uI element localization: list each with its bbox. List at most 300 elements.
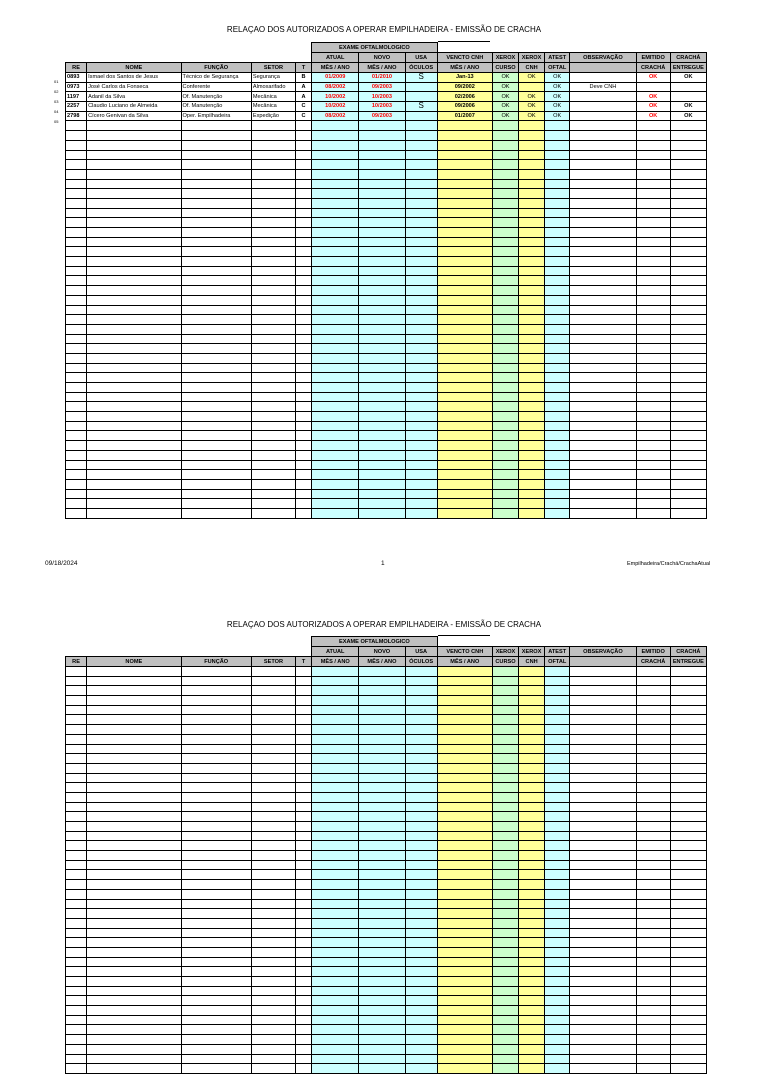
header-emitido: EMITIDO: [636, 647, 670, 657]
cell-cracha-entregue: [670, 237, 706, 247]
cell-exame-atual: [312, 286, 359, 296]
cell-emitido-cracha: [636, 228, 670, 238]
cell-observacao: [570, 880, 636, 890]
header-setor: SETOR: [251, 63, 295, 73]
cell-xerox-cnh: [519, 121, 545, 131]
cell-setor: [251, 508, 295, 518]
cell-nome: [87, 734, 181, 744]
cell-nome: [87, 508, 181, 518]
cell-exame-novo: [359, 792, 405, 802]
cell-funcao: [181, 715, 251, 725]
cell-xerox-curso: [492, 676, 518, 686]
cell-tipo: [296, 373, 312, 383]
cell-exame-novo: [359, 402, 405, 412]
cell-xerox-cnh: [519, 686, 545, 696]
cell-xerox-curso: [492, 247, 518, 257]
header-spacer: [437, 637, 492, 647]
table-row: [66, 812, 707, 822]
cell-nome: [87, 1015, 181, 1025]
cell-funcao: [181, 363, 251, 373]
cell-atest-oftal: [545, 286, 570, 296]
cell-atest-oftal: [545, 247, 570, 257]
cell-nome: [87, 831, 181, 841]
cell-exame-novo: [359, 1006, 405, 1016]
cell-emitido-cracha: [636, 198, 670, 208]
cell-setor: [251, 860, 295, 870]
table-row: [66, 208, 707, 218]
cell-usa-oculos: [405, 111, 437, 121]
cell-re: [66, 957, 87, 967]
cell-xerox-cnh: [519, 228, 545, 238]
cell-re: [66, 851, 87, 861]
cell-exame-novo: [359, 957, 405, 967]
cell-observacao: [570, 773, 636, 783]
cell-tipo: [296, 383, 312, 393]
cell-xerox-cnh: [519, 508, 545, 518]
cell-tipo: [296, 715, 312, 725]
cell-exame-novo: [359, 802, 405, 812]
cell-vencto-cnh: [437, 421, 492, 431]
cell-setor: [251, 412, 295, 422]
table-row: [66, 792, 707, 802]
cell-xerox-cnh: OK: [519, 111, 545, 121]
cell-xerox-curso: [492, 160, 518, 170]
cell-nome: [87, 667, 181, 677]
cell-nome: [87, 909, 181, 919]
cell-emitido-cracha: [636, 392, 670, 402]
cell-observacao: [570, 938, 636, 948]
cell-observacao: [570, 957, 636, 967]
cell-setor: [251, 402, 295, 412]
cell-cracha-entregue: [670, 257, 706, 267]
cell-nome: [87, 344, 181, 354]
cell-exame-atual: [312, 822, 359, 832]
cell-observacao: [570, 831, 636, 841]
cell-funcao: [181, 841, 251, 851]
cell-setor: [251, 334, 295, 344]
cell-xerox-cnh: [519, 131, 545, 141]
cell-xerox-curso: [492, 276, 518, 286]
cell-exame-atual: [312, 909, 359, 919]
cell-tipo: [296, 686, 312, 696]
cell-emitido-cracha: [636, 402, 670, 412]
cell-funcao: [181, 909, 251, 919]
cell-funcao: [181, 792, 251, 802]
cell-emitido-cracha: [636, 841, 670, 851]
cell-funcao: [181, 431, 251, 441]
cell-usa-oculos: [405, 1054, 437, 1064]
cell-observacao: [570, 967, 636, 977]
cell-setor: [251, 315, 295, 325]
cell-cracha-entregue: [670, 812, 706, 822]
cell-setor: [251, 822, 295, 832]
cell-funcao: [181, 470, 251, 480]
cell-exame-novo: [359, 237, 405, 247]
cell-setor: [251, 967, 295, 977]
cell-tipo: [296, 1064, 312, 1074]
cell-xerox-curso: [492, 392, 518, 402]
cell-atest-oftal: [545, 228, 570, 238]
table-row: [66, 822, 707, 832]
cell-xerox-curso: [492, 667, 518, 677]
cell-nome: [87, 373, 181, 383]
cell-exame-novo: [359, 1035, 405, 1045]
cell-tipo: [296, 889, 312, 899]
cell-setor: [251, 851, 295, 861]
cell-funcao: [181, 918, 251, 928]
cell-vencto-cnh: [437, 392, 492, 402]
table-row: [66, 266, 707, 276]
cell-exame-novo: 09/2003: [359, 111, 405, 121]
cell-xerox-cnh: [519, 441, 545, 451]
cell-emitido-cracha: [636, 889, 670, 899]
cell-xerox-cnh: [519, 918, 545, 928]
cell-exame-novo: [359, 383, 405, 393]
cell-usa-oculos: S: [405, 73, 437, 83]
cell-observacao: [570, 237, 636, 247]
cell-xerox-curso: [492, 734, 518, 744]
cell-setor: [251, 918, 295, 928]
cell-atest-oftal: [545, 363, 570, 373]
cell-xerox-curso: [492, 792, 518, 802]
cell-exame-novo: [359, 286, 405, 296]
cell-vencto-cnh: [437, 715, 492, 725]
header-novo: NOVO: [359, 53, 405, 63]
cell-cracha-entregue: [670, 286, 706, 296]
cell-xerox-curso: [492, 686, 518, 696]
cell-vencto-cnh: [437, 831, 492, 841]
cell-nome: [87, 218, 181, 228]
cell-atest-oftal: [545, 715, 570, 725]
cell-observacao: [570, 218, 636, 228]
cell-observacao: [570, 1054, 636, 1064]
cell-xerox-cnh: [519, 938, 545, 948]
cell-xerox-cnh: [519, 218, 545, 228]
cell-nome: Ismael dos Santos de Jesus: [87, 73, 181, 83]
cell-re: [66, 792, 87, 802]
cell-funcao: [181, 996, 251, 1006]
cell-setor: [251, 909, 295, 919]
cell-observacao: [570, 412, 636, 422]
cell-cracha-entregue: [670, 160, 706, 170]
cell-setor: Almoxarifado: [251, 82, 295, 92]
cell-re: [66, 676, 87, 686]
cell-funcao: [181, 986, 251, 996]
cell-vencto-cnh: [437, 851, 492, 861]
cell-emitido-cracha: [636, 82, 670, 92]
cell-nome: [87, 363, 181, 373]
cell-nome: [87, 489, 181, 499]
cell-xerox-cnh: [519, 880, 545, 890]
cell-cracha-entregue: [670, 131, 706, 141]
cell-xerox-cnh: [519, 169, 545, 179]
cell-usa-oculos: [405, 977, 437, 987]
cell-nome: [87, 198, 181, 208]
cell-usa-oculos: [405, 286, 437, 296]
cell-atest-oftal: [545, 450, 570, 460]
cell-emitido-cracha: [636, 412, 670, 422]
cell-nome: [87, 1064, 181, 1074]
cell-vencto-cnh: [437, 121, 492, 131]
cell-nome: [87, 179, 181, 189]
cell-nome: [87, 773, 181, 783]
cell-exame-novo: [359, 392, 405, 402]
cell-funcao: [181, 499, 251, 509]
header-spacer: [492, 637, 518, 647]
cell-atest-oftal: [545, 996, 570, 1006]
cell-emitido-cracha: [636, 257, 670, 267]
header-obs-blank: [570, 657, 636, 667]
cell-observacao: [570, 334, 636, 344]
table-row: [66, 363, 707, 373]
cell-tipo: [296, 460, 312, 470]
cell-re: [66, 763, 87, 773]
cell-tipo: [296, 169, 312, 179]
table-row: [66, 470, 707, 480]
cell-exame-atual: [312, 986, 359, 996]
cell-setor: [251, 383, 295, 393]
cell-exame-atual: [312, 676, 359, 686]
table-row: [66, 870, 707, 880]
cell-tipo: B: [296, 73, 312, 83]
cell-xerox-curso: [492, 489, 518, 499]
cell-vencto-cnh: [437, 1064, 492, 1074]
cell-nome: [87, 918, 181, 928]
cell-re: [66, 909, 87, 919]
cell-exame-novo: [359, 499, 405, 509]
cell-funcao: [181, 1015, 251, 1025]
cell-xerox-cnh: [519, 947, 545, 957]
cell-vencto-cnh: [437, 150, 492, 160]
cell-setor: [251, 870, 295, 880]
cell-exame-atual: [312, 705, 359, 715]
cell-re: [66, 870, 87, 880]
cell-exame-novo: [359, 870, 405, 880]
cell-emitido-cracha: [636, 169, 670, 179]
cell-cracha-entregue: [670, 783, 706, 793]
table-row: [66, 383, 707, 393]
cell-atest-oftal: [545, 802, 570, 812]
cell-xerox-curso: [492, 831, 518, 841]
cell-exame-atual: [312, 1006, 359, 1016]
cell-observacao: [570, 841, 636, 851]
cell-funcao: [181, 734, 251, 744]
cell-xerox-cnh: [519, 257, 545, 267]
cell-cracha-entregue: [670, 860, 706, 870]
cell-tipo: [296, 744, 312, 754]
cell-nome: [87, 499, 181, 509]
cell-observacao: [570, 899, 636, 909]
table-row: [66, 257, 707, 267]
cell-funcao: [181, 928, 251, 938]
cell-cracha-entregue: [670, 363, 706, 373]
cell-funcao: [181, 802, 251, 812]
cell-re: [66, 315, 87, 325]
cell-cracha-entregue: [670, 169, 706, 179]
cell-emitido-cracha: [636, 286, 670, 296]
cell-funcao: Técnico de Segurança: [181, 73, 251, 83]
cell-vencto-cnh: [437, 822, 492, 832]
cell-exame-atual: [312, 383, 359, 393]
cell-exame-atual: [312, 686, 359, 696]
cell-exame-novo: [359, 363, 405, 373]
cell-cracha-entregue: [670, 909, 706, 919]
cell-funcao: [181, 860, 251, 870]
cell-cracha-entregue: [670, 754, 706, 764]
cell-tipo: C: [296, 111, 312, 121]
cell-exame-novo: [359, 266, 405, 276]
cell-observacao: [570, 169, 636, 179]
cell-usa-oculos: [405, 363, 437, 373]
cell-tipo: [296, 247, 312, 257]
cell-funcao: Oper. Empilhadeira: [181, 111, 251, 121]
cell-emitido-cracha: [636, 373, 670, 383]
cell-setor: [251, 295, 295, 305]
cell-xerox-curso: [492, 218, 518, 228]
cell-tipo: [296, 470, 312, 480]
cell-xerox-cnh: [519, 763, 545, 773]
cell-setor: [251, 773, 295, 783]
cell-exame-novo: [359, 734, 405, 744]
cell-exame-atual: [312, 198, 359, 208]
cell-cracha-entregue: [670, 228, 706, 238]
cell-nome: [87, 783, 181, 793]
cell-setor: Segurança: [251, 73, 295, 83]
cell-tipo: [296, 986, 312, 996]
cell-observacao: [570, 160, 636, 170]
cell-xerox-cnh: [519, 1035, 545, 1045]
cell-xerox-curso: [492, 508, 518, 518]
cell-vencto-cnh: [437, 228, 492, 238]
cell-exame-novo: [359, 228, 405, 238]
cell-exame-atual: [312, 725, 359, 735]
header-spacer: [670, 43, 706, 53]
cell-re: [66, 947, 87, 957]
cell-exame-novo: [359, 705, 405, 715]
cell-observacao: [570, 131, 636, 141]
cell-xerox-curso: [492, 725, 518, 735]
page-title: RELAÇAO DOS AUTORIZADOS A OPERAR EMPILHADEIRA - EMISSÃO DE CRACHA: [226, 25, 542, 34]
cell-re: [66, 499, 87, 509]
header-spacer: [519, 637, 545, 647]
cell-nome: [87, 295, 181, 305]
cell-setor: [251, 189, 295, 199]
cell-cracha-entregue: [670, 247, 706, 257]
cell-emitido-cracha: [636, 802, 670, 812]
header-atest: ATEST: [545, 647, 570, 657]
cell-nome: [87, 315, 181, 325]
cell-usa-oculos: [405, 909, 437, 919]
cell-observacao: [570, 479, 636, 489]
cell-cracha-entregue: [670, 996, 706, 1006]
cell-usa-oculos: [405, 822, 437, 832]
cell-exame-novo: [359, 450, 405, 460]
cell-cracha-entregue: [670, 295, 706, 305]
cell-usa-oculos: [405, 889, 437, 899]
cell-exame-atual: [312, 763, 359, 773]
cell-emitido-cracha: [636, 899, 670, 909]
cell-setor: [251, 986, 295, 996]
cell-atest-oftal: [545, 977, 570, 987]
cell-observacao: [570, 208, 636, 218]
cell-atest-oftal: [545, 150, 570, 160]
cell-atest-oftal: [545, 744, 570, 754]
cell-cracha-entregue: [670, 686, 706, 696]
cell-vencto-cnh: [437, 676, 492, 686]
cell-xerox-curso: [492, 696, 518, 706]
cell-cracha-entregue: [670, 889, 706, 899]
cell-observacao: [570, 977, 636, 987]
cell-re: 2257: [66, 102, 87, 112]
cell-nome: [87, 140, 181, 150]
cell-observacao: [570, 73, 636, 83]
cell-usa-oculos: S: [405, 102, 437, 112]
cell-atest-oftal: [545, 198, 570, 208]
cell-vencto-cnh: [437, 996, 492, 1006]
row-number: 01: [54, 79, 59, 84]
cell-tipo: [296, 802, 312, 812]
cell-xerox-curso: [492, 402, 518, 412]
table-row: [66, 198, 707, 208]
cell-emitido-cracha: [636, 705, 670, 715]
cell-observacao: [570, 92, 636, 102]
cell-nome: [87, 977, 181, 987]
cell-funcao: [181, 344, 251, 354]
cell-observacao: [570, 402, 636, 412]
table-row: [66, 305, 707, 315]
cell-funcao: [181, 1006, 251, 1016]
cell-re: [66, 1006, 87, 1016]
cell-xerox-curso: [492, 957, 518, 967]
header-setor: SETOR: [251, 657, 295, 667]
cell-cracha-entregue: [670, 1025, 706, 1035]
cell-emitido-cracha: [636, 773, 670, 783]
cell-exame-novo: [359, 353, 405, 363]
cell-funcao: [181, 1035, 251, 1045]
cell-cracha-entregue: [670, 841, 706, 851]
cell-usa-oculos: [405, 1064, 437, 1074]
cell-atest-oftal: [545, 1006, 570, 1016]
cell-xerox-cnh: [519, 773, 545, 783]
cell-tipo: [296, 967, 312, 977]
table-row: [66, 1015, 707, 1025]
cell-observacao: [570, 460, 636, 470]
cell-setor: [251, 744, 295, 754]
cell-tipo: [296, 1054, 312, 1064]
cell-exame-atual: [312, 977, 359, 987]
cell-xerox-cnh: [519, 460, 545, 470]
cell-xerox-curso: [492, 1064, 518, 1074]
cell-atest-oftal: OK: [545, 111, 570, 121]
cell-vencto-cnh: [437, 324, 492, 334]
cell-usa-oculos: [405, 431, 437, 441]
cell-observacao: [570, 198, 636, 208]
table-row: [66, 218, 707, 228]
cell-nome: [87, 967, 181, 977]
cell-atest-oftal: [545, 237, 570, 247]
cell-usa-oculos: [405, 131, 437, 141]
cell-re: [66, 860, 87, 870]
cell-exame-novo: [359, 189, 405, 199]
cell-exame-atual: [312, 295, 359, 305]
cell-setor: [251, 928, 295, 938]
cell-nome: [87, 150, 181, 160]
cell-nome: [87, 450, 181, 460]
cell-exame-novo: [359, 841, 405, 851]
cell-xerox-curso: [492, 715, 518, 725]
cell-xerox-cnh: [519, 247, 545, 257]
cell-cracha-entregue: [670, 880, 706, 890]
